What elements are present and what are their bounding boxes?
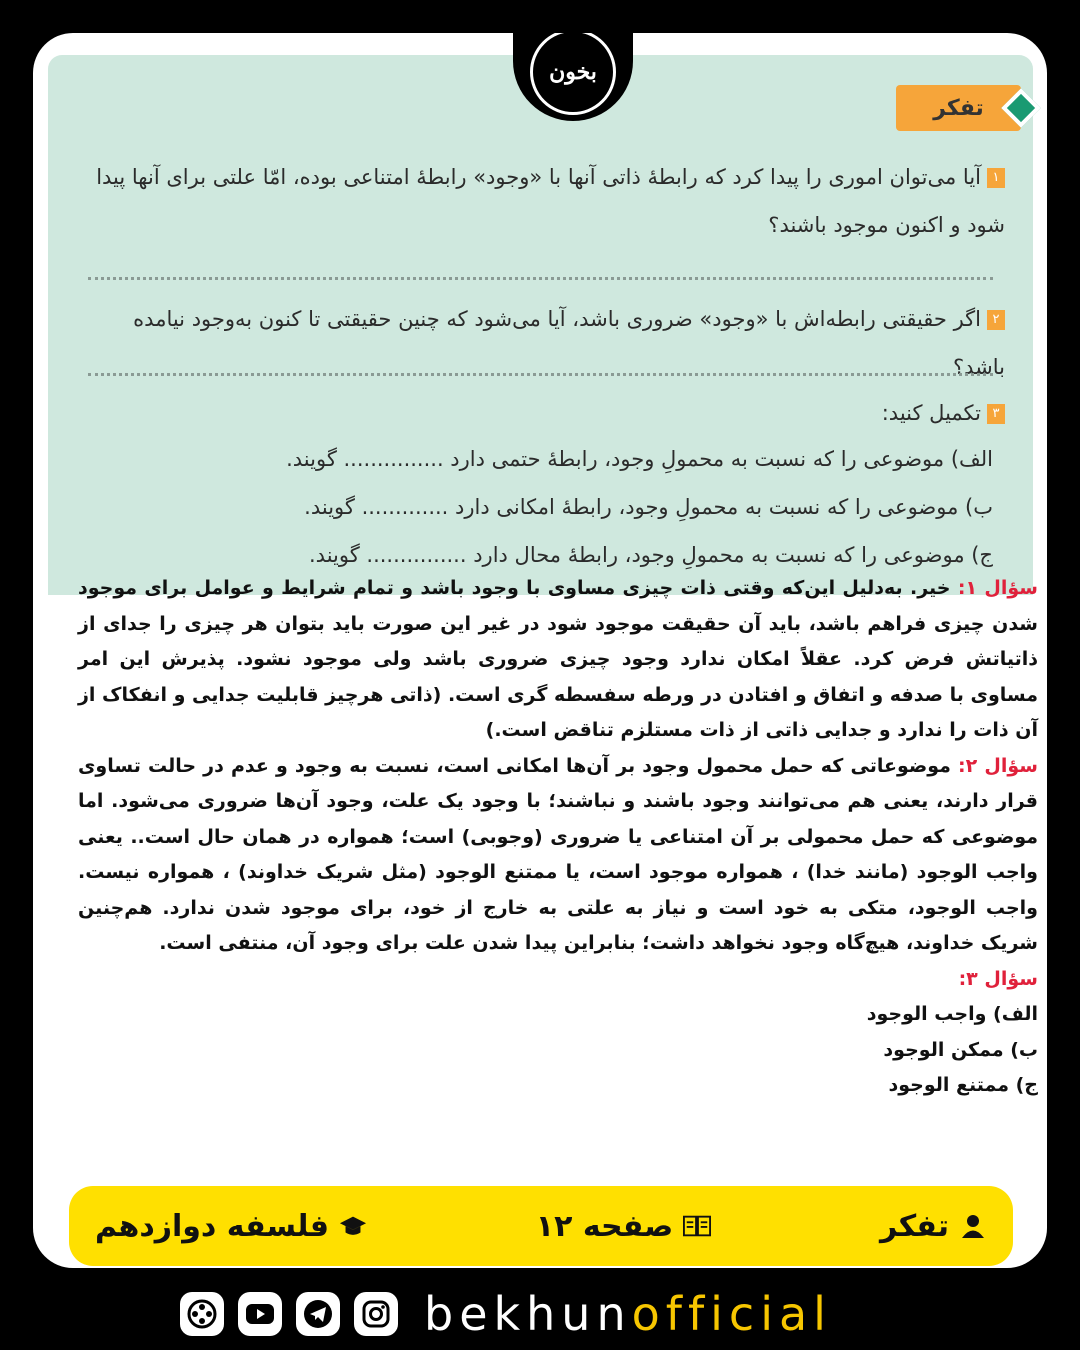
section-tag	[896, 85, 1021, 131]
textbook-excerpt	[48, 55, 1033, 595]
social-bar	[180, 1287, 900, 1341]
content-card	[33, 33, 1047, 1268]
question-3	[75, 389, 1005, 437]
question-1-line-2: شود و اکنون موجود باشند؟	[768, 213, 1005, 237]
answer-3-a: الف) واجب الوجود	[866, 1003, 1038, 1025]
answer-1-text: خیر. به‌دلیل این‌که وقتی ذات چیزی مساوی با وجود باشد و تمام شرایط و عوامل برای موجود شدن چیزی فراهم باشد، باید آن حقیقت موجود شود در غیر این صورت باید بتوان هر چیزی را جدای از ذاتیاتش فرض کرد. عقلاً امکان ندارد وجود چیزی ضروری باشد ولی موجود نشود. پذیرش این امر مساوی با صدفه و اتفاق و افتادن در ورطه سفسطه گری است. (ذاتی هرچیز قابلیت جدایی و انفکاک از آن ذات را ندارد و جدایی ذاتی از ذات مستلزم تناقض است.)	[77, 577, 1038, 741]
account-handle	[424, 1287, 832, 1341]
graduation-cap-icon	[339, 1212, 367, 1240]
footer-course	[95, 1209, 367, 1244]
footer-bar	[69, 1186, 1013, 1266]
footer-page-label: صفحه ۱۲	[535, 1208, 674, 1244]
question-2	[75, 295, 1005, 391]
answer-dots-2	[88, 373, 993, 376]
footer-page	[536, 1209, 711, 1244]
handle-part-2: official	[631, 1287, 832, 1341]
answer-3-label: سؤال ۳:	[958, 967, 1038, 990]
sub-question-a: الف) موضوعی را که نسبت به محمولِ وجود، رابطهٔ حتمی دارد ............... گویند.	[286, 447, 993, 471]
answer-1-label: سؤال ۱:	[957, 577, 1038, 599]
logo-text: بخون	[530, 33, 616, 115]
answer-3-c: ج) ممتنع الوجود	[888, 1074, 1038, 1096]
sub-question-b: ب) موضوعی را که نسبت به محمولِ وجود، رابطهٔ امکانی دارد ............. گویند.	[304, 495, 993, 519]
footer-course-label: فلسفه دوازدهم	[95, 1208, 329, 1244]
question-2-number: ۲	[987, 310, 1005, 330]
answer-2	[78, 749, 1038, 962]
answer-3	[78, 962, 1038, 1104]
question-1-number: ۱	[987, 168, 1005, 188]
footer-subject-label: تفکر	[880, 1208, 949, 1244]
telegram-icon[interactable]	[296, 1292, 340, 1336]
question-3-number: ۳	[987, 404, 1005, 424]
answer-dots-1	[88, 277, 993, 280]
answers-section	[78, 571, 1038, 1104]
handle-part-1: bekhun	[424, 1287, 632, 1341]
question-2-text: اگر حقیقتی رابطه‌اش با «وجود» ضروری باشد، آیا می‌شود که چنین حقیقتی تا کنون به‌وجود نیامده باشد؟	[133, 307, 1005, 379]
answer-2-label: سؤال ۲:	[958, 754, 1038, 777]
film-reel-icon[interactable]	[180, 1292, 224, 1336]
section-tag-label: تفکر	[933, 95, 984, 121]
thinker-icon	[959, 1212, 987, 1240]
book-icon	[683, 1212, 711, 1240]
tag-arrow-icon	[1001, 88, 1041, 128]
footer-subject	[880, 1209, 987, 1244]
instagram-icon[interactable]	[354, 1292, 398, 1336]
question-1-line-1: آیا می‌توان اموری را پیدا کرد که رابطهٔ ذاتی آنها با «وجود» رابطهٔ امتناعی بوده، امّا علتی برای آنها پیدا	[96, 165, 981, 189]
sub-question-c: ج) موضوعی را که نسبت به محمولِ وجود، رابطهٔ محال دارد ............... گویند.	[309, 543, 993, 567]
youtube-icon[interactable]	[238, 1292, 282, 1336]
answer-2-text: موضوعاتی که حمل محمول وجود بر آن‌ها امکانی است، نسبت به وجود و عدم در حالت تساوی قرار دارند، یعنی هم می‌توانند وجود باشند و نباشند؛ با وجود یک علت، وجود آن‌ها ضروری می‌شود. اما موضوعی که حمل محمولی بر آن امتناعی یا ضروری (وجوبی) است؛ همواره در همان حال است.. یعنی واجب الوجود (مانند خدا) ، همواره موجود است، یا ممتنع الوجود (مثل شریک خداوند) ، همواره نیست. واجب الوجود، متکی به خود است و نیاز به علتی به خارج از خود، برای موجود شدن ندارد. هم‌چنین شریک خداوند، هیچ‌گاه وجود نخواهد داشت؛ بنابراین پیدا شدن علت برای وجود آن، منتفی است.	[78, 754, 1038, 954]
answer-1	[78, 571, 1038, 749]
answer-3-b: ب) ممکن الوجود	[883, 1038, 1038, 1061]
question-1	[75, 153, 1005, 249]
question-3-text: تکمیل کنید:	[881, 401, 981, 425]
